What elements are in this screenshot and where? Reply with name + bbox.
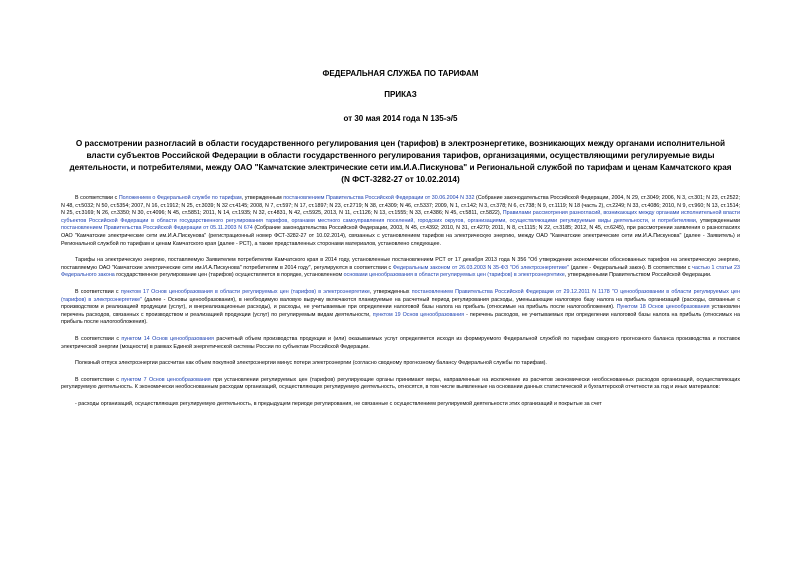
paragraph-1 [61, 195, 740, 248]
paragraph-4 [61, 336, 740, 351]
text: - расходы организаций, осуществляющих регулируемую деятельность, в предыдущем периоде регулирования, не связанные с осуществлением регулируемой деятельности этих организаций и покрытые за счет [75, 400, 602, 407]
text: при установлении регулируемых цен (тарифов) регулирующие органы принимают меры, направленные на исключение из расчетов экономически необоснованных расходов организаций, осуществляющих регулируемую деятельность. К экономически необоснованным расходам организаций, осуществляющих регулируемую деятельность, относятся, в том числе выявленные на основании данных статистической и бухгалтерской отчетности за год и иных материалов: [61, 376, 740, 391]
paragraph-2 [61, 257, 740, 280]
text: (Собрание законодательства Российской Федерации, 2003, N 45, ст.4392; 2010, N 31, ст.4270; 2011, N 8, ст.1115; N 22, ст.3185; 2012, N 45, ст.6245), при рассмотрении заявления о разногласиях ОАО "Камчатские электрические сети им.И.А.Пискунова" (регистрационный номер ФСТ-3282-27 от 10.02.2014), связанных с установлением тарифов на электрическую энергию, между ОАО "Камчатские электрические сети им.И.А.Пискунова" (далее - Заявитель) и Региональной службой по тарифам и ценам Камчатского края (далее - РСТ), а также представленных сторонами материалов, установлено следующее. [61, 225, 740, 247]
text: (далее - Основы ценообразования), в необходимую валовую выручку включаются планируемые на расчетный период регулирования расходы, уменьшающие налоговую базу налога на прибыль организаций (расходы, связанные с производством и реализацией продукции (услуг), и внереализационные расходы), и расходы, не учитываемые при определении налоговой базы налога на прибыль (относимые на прибыль после налогообложения). [61, 296, 740, 311]
link-disputes-rules[interactable]: Правилами рассмотрения разногласий, возникающих между органами исполнительной власти субъектов Российской Федерации в области государственного регулирования тарифов, органами местного самоуправления поселений, городских округов, организациями, осуществляющими регулируемые виды деятельности, и потребителями [61, 210, 740, 224]
text: государственное регулирование цен (тарифов) осуществляется в порядке, установленном [114, 272, 344, 279]
text: В соответствии с [75, 376, 122, 383]
link-resolution-1178[interactable]: постановлением Правительства Российской Федерации от 29.12.2011 N 1178 "О ценообразовании в области регулируемых цен (тарифов) в электроэнергетике" [61, 288, 740, 303]
text: , утвержденными Правительством Российской Федерации. [564, 272, 712, 279]
paragraph-5 [61, 360, 740, 368]
text: (Собрание законодательства Российской Федерации, 2004, N 29, ст.3049; 2006, N 3, ст.301; N 23, ст.2522; N 48, ст.5032; N 50, ст.5354; 2007, N 16, ст.1912; N 25, ст.3039; N 32 ст.4145; 2008, N 7, ст.597; N 17, ст.1897; N 23, ст.2719; N 38, ст.4309; N 46, ст.5337; 2009, N 1, ст.142; N 3, ст.378; N 6, ст.738; N 9, ст.1119; N 18 (часть 2), ст.2249; N 33, ст.4086; 2010, N 9, ст.960; N 13, ст.1514; N 25, ст.3169; N 26, ст.3350; N 30, ст.4096; N 45, ст.5851; 2011, N 14, ст.1935; N 32, ст.4831, N 42, ст.5925, 2013, N 11, ст.1126; N 13, ст.1555; N 33, ст.4386; N 45, ст.5811, ст.5822), [61, 195, 740, 217]
link-clause-7[interactable]: пунктом 7 Основ ценообразования [121, 376, 211, 383]
link-clause-17[interactable]: пунктом 17 Основ ценообразования в области регулируемых цен (тарифов) в электроэнергетике [120, 288, 370, 295]
text: установлен перечень расходов, связанных с производством и реализацией продукции (услуг) по регулируемым видам деятельности, [61, 304, 740, 318]
text: , утвержденных [369, 288, 412, 295]
date-number-heading: от 30 мая 2014 года N 135-э/5 [343, 114, 458, 123]
link-article-23[interactable]: частью 1 статьи 23 Федерального закона [61, 264, 741, 279]
link-clause-18[interactable]: Пунктом 18 Основ ценообразования [616, 304, 710, 311]
link-clause-14[interactable]: пунктом 14 Основ ценообразования [121, 335, 214, 342]
document-title: О рассмотрении разногласий в области государственного регулирования цен (тарифов) в электроэнергетике, возникающих между органами исполнительной власти субъектов Российской Федерации в области государственного регулирования тарифов, организациями, осуществляющими регулируемые виды деятельности, и потребителями, между ОАО "Камчатские электрические сети им.И.А.Пискунова" и Региональной службой по тарифам и ценам Камчатского края (N ФСТ-3282-27 от 10.02.2014) [69, 139, 732, 184]
text: Тарифы на электрическую энергию, поставляемую Заявителем потребителям Камчатского края в 2014 году, установленные постановлением РСТ от 17 декабря 2013 года N 356 "Об утверждении экономически обоснованных тарифов на электрическую энергию, поставляемую ОАО "Камчатские электрические сети им.И.А.Пискунова" потребителям в 2014 году", регулируются в соответствии с [61, 257, 740, 271]
paragraph-3 [61, 289, 740, 327]
paragraph-6 [61, 377, 740, 392]
text: - перечень расходов, не учитываемых при определении налоговой базы налога на прибыль (относимых на прибыль после налогообложения). [61, 311, 740, 326]
text: , утвержденными [695, 217, 740, 224]
text: Полезный отпуск электроэнергии рассчитан как объем покупной электроэнергии минус потери электроэнергии (согласно сводному прогнозному балансу Федеральной службы по тарифам). [75, 360, 547, 367]
link-resolution-674[interactable]: постановлением Правительства Российской Федерации от 05.11.2003 N 674 [61, 225, 253, 232]
link-pricing-basics[interactable]: основами ценообразования в области регулируемых цен (тарифов) в электроэнергетике [343, 272, 565, 279]
link-clause-19[interactable]: пунктом 19 Основ ценообразования [372, 311, 465, 318]
paragraph-7 [61, 401, 740, 409]
text: В соответствии с [75, 288, 121, 295]
text: (далее - Федеральный закон). В соответствии с [569, 264, 693, 271]
link-federal-law-35fz[interactable]: Федеральным законом от 26.03.2003 N 35-ФЗ "Об электроэнергетике" [392, 264, 570, 271]
link-fts-regulation[interactable]: Положением о Федеральной службе по тарифам [118, 195, 242, 201]
link-resolution-332[interactable]: постановлением Правительства Российской Федерации от 30.06.2004 N 332 [283, 195, 475, 201]
text: , утвержденным [241, 195, 284, 201]
text: В соответствии с [75, 335, 122, 342]
doc-type-heading: ПРИКАЗ [384, 90, 417, 99]
text: расчетный объем производства продукции и (или) оказываемых услуг определяется исходя из формируемого Федеральной службой по тарифам сводного прогнозного баланса производства и поставок электрической энергии (мощности) в рамках Единой энергетической системы России по субъектам Российской Федерации. [61, 335, 740, 350]
agency-heading: ФЕДЕРАЛЬНАЯ СЛУЖБА ПО ТАРИФАМ [322, 69, 479, 78]
text: В соответствии с [75, 195, 119, 201]
